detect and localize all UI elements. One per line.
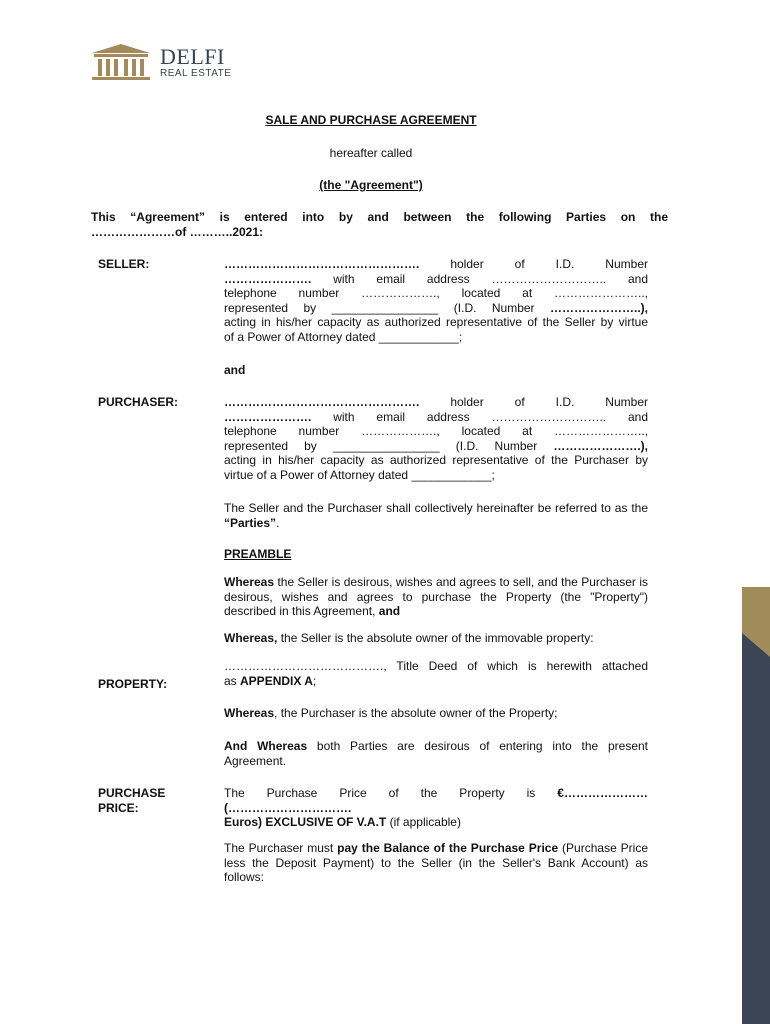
whereas-owner-paragraph: Whereas, the Seller is the absolute owner of the immovable property:: [224, 631, 594, 645]
parties-paragraph: The Seller and the Purchaser shall collectively hereinafter be referred to as the “Parties”.: [224, 501, 648, 530]
logo-name: DELFI: [160, 44, 225, 69]
and-whereas-paragraph: And Whereas both Parties are desirous of entering into the present Agreement.: [224, 739, 649, 768]
seller-name-blank: ………………………………………….: [224, 257, 420, 271]
purchase-price-details: The Purchase Price of the Property is €………………… (…………………………. Euros) EXCLUSIVE OF V.A.T (if applicable): [224, 786, 648, 830]
seller-id-blank: ………………….: [224, 271, 312, 286]
document-title: SALE AND PURCHASE AGREEMENT: [265, 113, 477, 127]
balance-paragraph: The Purchaser must pay the Balance of the Purchase Price (Purchase Price less the Deposit Payment) to the Seller (in the Seller's Bank Account) as follows:: [224, 841, 649, 885]
building-icon: [90, 44, 152, 82]
agreement-label: (the "Agreement"): [319, 178, 423, 192]
decorative-ribbon: [742, 587, 770, 1024]
purchaser-id-blank: ………………….: [224, 409, 312, 424]
purchaser-name-blank: ………………………………………….: [224, 395, 420, 409]
intro-line-1: This “Agreement” is entered into by and between the following Parties on the: [91, 210, 668, 224]
preamble-heading: PREAMBLE: [224, 547, 292, 561]
company-logo: [90, 42, 240, 84]
property-label: PROPERTY:: [98, 677, 168, 691]
whereas-sell-paragraph: Whereas the Seller is desirous, wishes and agrees to sell, and the Purchaser is desirous, wishes and agrees to purchase the Property (the "Property") described in this Agreement, and: [224, 575, 648, 619]
purchase-price-label: PURCHASE PRICE:: [98, 786, 166, 815]
property-details: …………………………………., Title Deed of which is herewith attached as APPENDIX A;: [224, 659, 648, 688]
and-word: and: [224, 363, 246, 377]
logo-subtitle: REAL ESTATE: [160, 68, 232, 79]
purchaser-details: …………………………………………. holder of I.D. Number …………………. with email address ……………………….. and telephone number ………………., located at ………………….., represented by ________________ (I.D. Number ………………….), acting in his/her capacity as authorized representative of the Purchaser by virtue of a Power of Attorney dated ____________;: [224, 395, 648, 482]
intro-line-2: …………………of ………..2021:: [91, 225, 264, 239]
seller-label: SELLER:: [98, 257, 150, 271]
whereas-purchaser-paragraph: Whereas, the Purchaser is the absolute owner of the Property;: [224, 706, 558, 720]
seller-details: …………………………………………. holder of I.D. Number …………………. with email address ……………………….. and telephone number ………………., located at ………………….., represented by ________________ (I.D. Number …………………..), acting in his/her capacity as authorized representative of the Seller by virtue of a Power of Attorney dated ____________;: [224, 257, 648, 344]
appendix-a-ref: APPENDIX A: [240, 673, 313, 688]
purchaser-label: PURCHASER:: [98, 395, 179, 409]
price-amount-blank: €…………………: [557, 786, 648, 800]
hereafter-text: hereafter called: [329, 146, 413, 160]
